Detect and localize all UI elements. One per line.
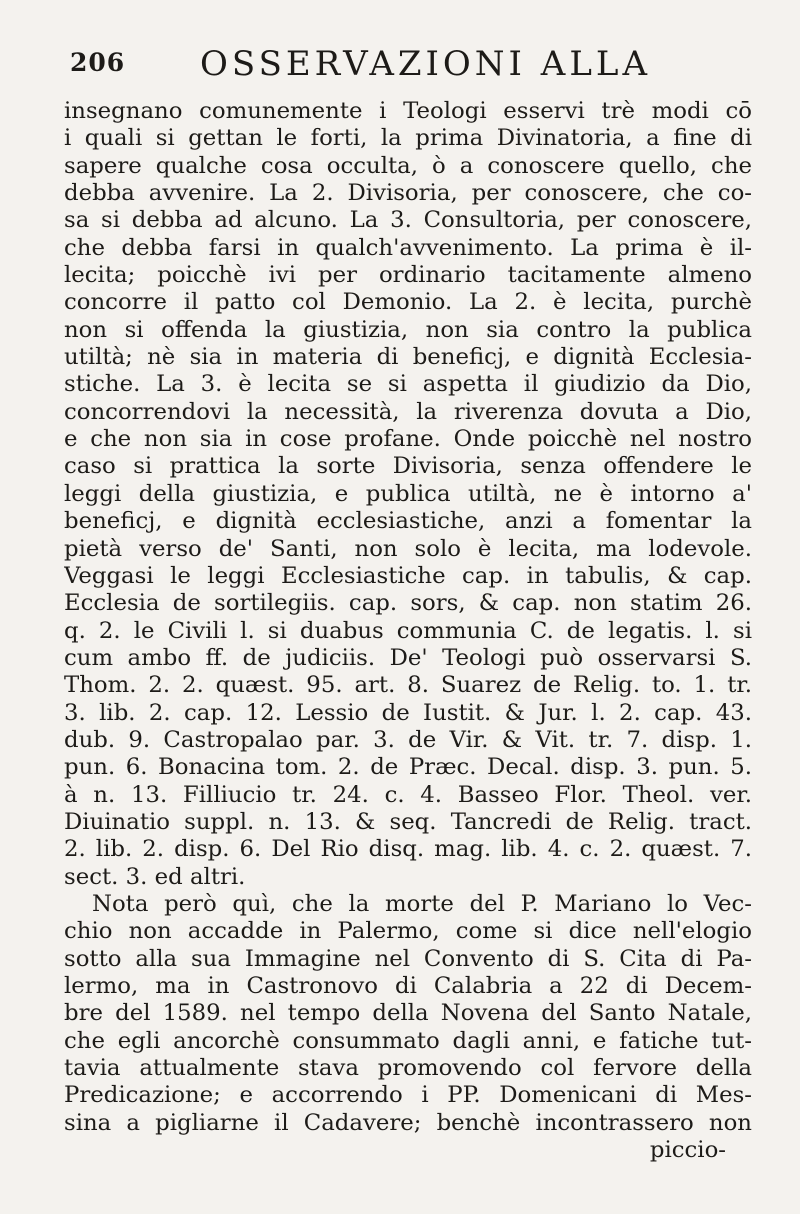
text-line: pietà verso de' Santi, non solo è lecita, ma lodevole. (64, 535, 752, 562)
running-head (70, 44, 750, 84)
page-number: 206 (70, 48, 126, 77)
text-line: lecita; poicchè ivi per ordinario tacitamente almeno (64, 262, 752, 289)
text-line: 2. lib. 2. disp. 6. Del Rio disq. mag. lib. 4. c. 2. quæst. 7. (64, 836, 752, 863)
catchword: piccio- (649, 1137, 726, 1164)
text-line: sapere qualche cosa occulta, ò a conoscere quello, che (64, 152, 752, 179)
text-line: utiltà; nè sia in materia di beneficj, e dignità Ecclesia- (64, 344, 752, 371)
text-line: non si offenda la giustizia, non sia contro la publica (64, 316, 752, 343)
text-line: i quali si gettan le forti, la prima Divinatoria, a fine di (64, 125, 752, 152)
text-line: leggi della giustizia, e publica utiltà, ne è intorno a' (64, 480, 752, 507)
text-line: sa si debba ad alcuno. La 3. Consultoria, per conoscere, (64, 207, 752, 234)
text-line: concorrendovi la necessità, la riverenza dovuta a Dio, (64, 398, 752, 425)
paragraph-1 (64, 98, 752, 891)
text-line: tavia attualmente stava promovendo col fervore della (64, 1055, 752, 1082)
text-line: e che non sia in cose profane. Onde poicchè nel nostro (64, 426, 752, 453)
running-title: OSSERVAZIONI ALLA (200, 44, 652, 84)
text-line: chio non accadde in Palermo, come si dice nell'elogio (64, 918, 752, 945)
text-line: pun. 6. Bonacina tom. 2. de Præc. Decal. disp. 3. pun. 5. (64, 754, 752, 781)
text-line: q. 2. le Civili l. si duabus communia C. de legatis. l. si (64, 617, 752, 644)
text-line: concorre il patto col Demonio. La 2. è lecita, purchè (64, 289, 752, 316)
text-line: che egli ancorchè consummato dagli anni, e fatiche tut- (64, 1027, 752, 1054)
paragraph-2 (64, 891, 752, 1137)
text-line: cum ambo ff. de judiciis. De' Teologi può osservarsi S. (64, 644, 752, 671)
text-line: Veggasi le leggi Ecclesiastiche cap. in tabulis, & cap. (64, 562, 752, 589)
text-line: Predicazione; e accorrendo i PP. Domenicani di Mes- (64, 1082, 752, 1109)
text-line: Diuinatio suppl. n. 13. & seq. Tancredi de Relig. tract. (64, 808, 752, 835)
text-line: sina a pigliarne il Cadavere; benchè incontrassero non (64, 1109, 752, 1136)
text-line: Ecclesia de sortilegiis. cap. sors, & cap. non statim 26. (64, 590, 752, 617)
text-line: bre del 1589. nel tempo della Novena del Santo Natale, (64, 1000, 752, 1027)
body-text (64, 98, 752, 1164)
text-line: Nota però quì, che la morte del P. Mariano lo Vec- (92, 890, 752, 917)
text-line: che debba farsi in qualch'avvenimento. La prima è il- (64, 234, 752, 261)
text-line: lermo, ma in Castronovo di Calabria a 22 di Decem- (64, 973, 752, 999)
text-line: à n. 13. Filliucio tr. 24. c. 4. Basseo Flor. Theol. ver. (64, 781, 752, 808)
text-line: 3. lib. 2. cap. 12. Lessio de Iustit. & Jur. l. 2. cap. 43. (64, 699, 752, 726)
text-line: beneficj, e dignità ecclesiastiche, anzi a fomentar la (64, 508, 752, 535)
text-line: insegnano comunemente i Teologi esservi trè modi cō (64, 98, 752, 124)
text-line: sotto alla sua Immagine nel Convento di S. Cita di Pa- (64, 945, 752, 972)
text-line: dub. 9. Castropalao par. 3. de Vir. & Vit. tr. 7. disp. 1. (64, 726, 752, 753)
text-line: sect. 3. ed altri. (64, 863, 246, 890)
text-line: Thom. 2. 2. quæst. 95. art. 8. Suarez de Relig. to. 1. tr. (64, 672, 752, 699)
text-line: stiche. La 3. è lecita se si aspetta il giudizio da Dio, (64, 371, 752, 398)
text-line: caso si prattica la sorte Divisoria, senza offendere le (64, 453, 752, 480)
text-line: debba avvenire. La 2. Divisoria, per conoscere, che co- (64, 180, 752, 207)
